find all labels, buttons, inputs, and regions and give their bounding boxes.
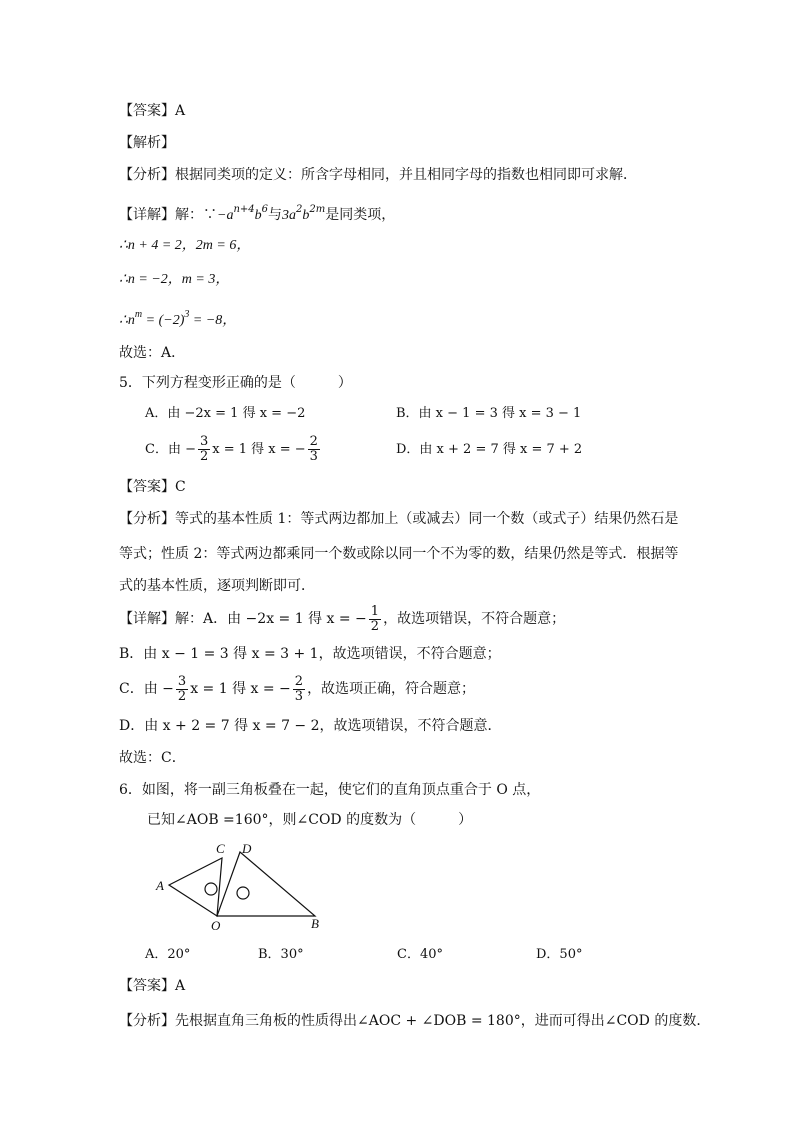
q6-option-c: C．40° (397, 947, 443, 962)
step-line-3: $\therefore n^m = (-2)^3 = -8$， (119, 309, 237, 328)
analysis-line-6: 【分析】先根据直角三角板的性质得出∠AOC + ∠DOB = 180°，进而可得出∠COD 的度数． (119, 1013, 711, 1029)
q6-option-a: A．20° (145, 947, 191, 962)
question-6-line-2: 已知∠AOB =160°，则∠COD 的度数为（ ） (147, 812, 473, 828)
q5-option-a: A．由 −2x = 1 得 x = −2 (145, 406, 306, 421)
answer-line-4: 【答案】A (119, 103, 186, 119)
detail-line-5d: D．由 x + 2 = 7 得 x = 7 − 2，故选项错误，不符合题意． (119, 718, 502, 734)
analysis-line-5c: 式的基本性质，逐项判断即可． (119, 578, 315, 594)
label-o: O (211, 918, 221, 933)
question-5-title: 5．下列方程变形正确的是（ ） (119, 375, 352, 391)
choice-line-4: 故选：A． (119, 345, 186, 361)
analysis-line-4: 【分析】根据同类项的定义：所含字母相同，并且相同字母的指数也相同即可求解． (119, 167, 637, 183)
analysis-heading: 【解析】 (119, 135, 175, 151)
triangle-figure (150, 838, 340, 933)
hole-right (237, 887, 249, 899)
choice-line-5: 故选：C． (119, 750, 186, 766)
question-6-line-1: 6．如图，将一副三角板叠在一起，使它们的直角顶点重合于 O 点， (119, 782, 541, 798)
label-c: C (216, 841, 225, 856)
q5-option-d: D．由 x + 2 = 7 得 x = 7 + 2 (396, 442, 583, 457)
triangle-dob (217, 852, 315, 916)
step-line-1: ∴n + 4 = 2，2m = 6， (119, 238, 251, 253)
analysis-line-5b: 等式；性质 2：等式两边都乘同一个数或除以同一个不为零的数，结果仍然是等式．根据等 (119, 546, 679, 562)
triangle-aoc (169, 858, 222, 916)
detail-line-4: 【详解】解：$\because-a^{n+4}b^6$与$3a^2b^{2m}$是同类项， (119, 204, 396, 223)
q6-option-b: B．30° (258, 947, 304, 962)
label-a: A (156, 878, 164, 893)
label-d: D (242, 841, 252, 856)
detail-line-5c: C．由 − $\frac{3}{2}$ x = 1 得 x = − $\frac{2}{3}$ ，故选项正确，符合题意； (119, 673, 476, 704)
q6-option-d: D．50° (536, 947, 583, 962)
label-b: B (311, 916, 319, 931)
step-line-2: ∴n = −2，m = 3， (119, 272, 230, 287)
detail-line-5a: 【详解】解：A．由 −2x = 1 得 x = − $\frac{1}{2}$ ，故选项错误，不符合题意； (119, 603, 566, 634)
q5-option-b: B．由 x − 1 = 3 得 x = 3 − 1 (396, 406, 582, 421)
q5-option-c: C．由 − $\frac{3}{2}$ x = 1 得 x = − $\frac{2}{3}$ (145, 434, 318, 464)
analysis-line-5a: 【分析】等式的基本性质 1：等式两边都加上（或减去）同一个数（或式子）结果仍然石是 (119, 511, 679, 527)
hole-left (205, 883, 217, 895)
answer-line-6: 【答案】A (119, 978, 186, 994)
detail-line-5b: B．由 x − 1 = 3 得 x = 3 + 1，故选项错误，不符合题意； (119, 646, 501, 662)
answer-line-5: 【答案】C (119, 479, 186, 495)
